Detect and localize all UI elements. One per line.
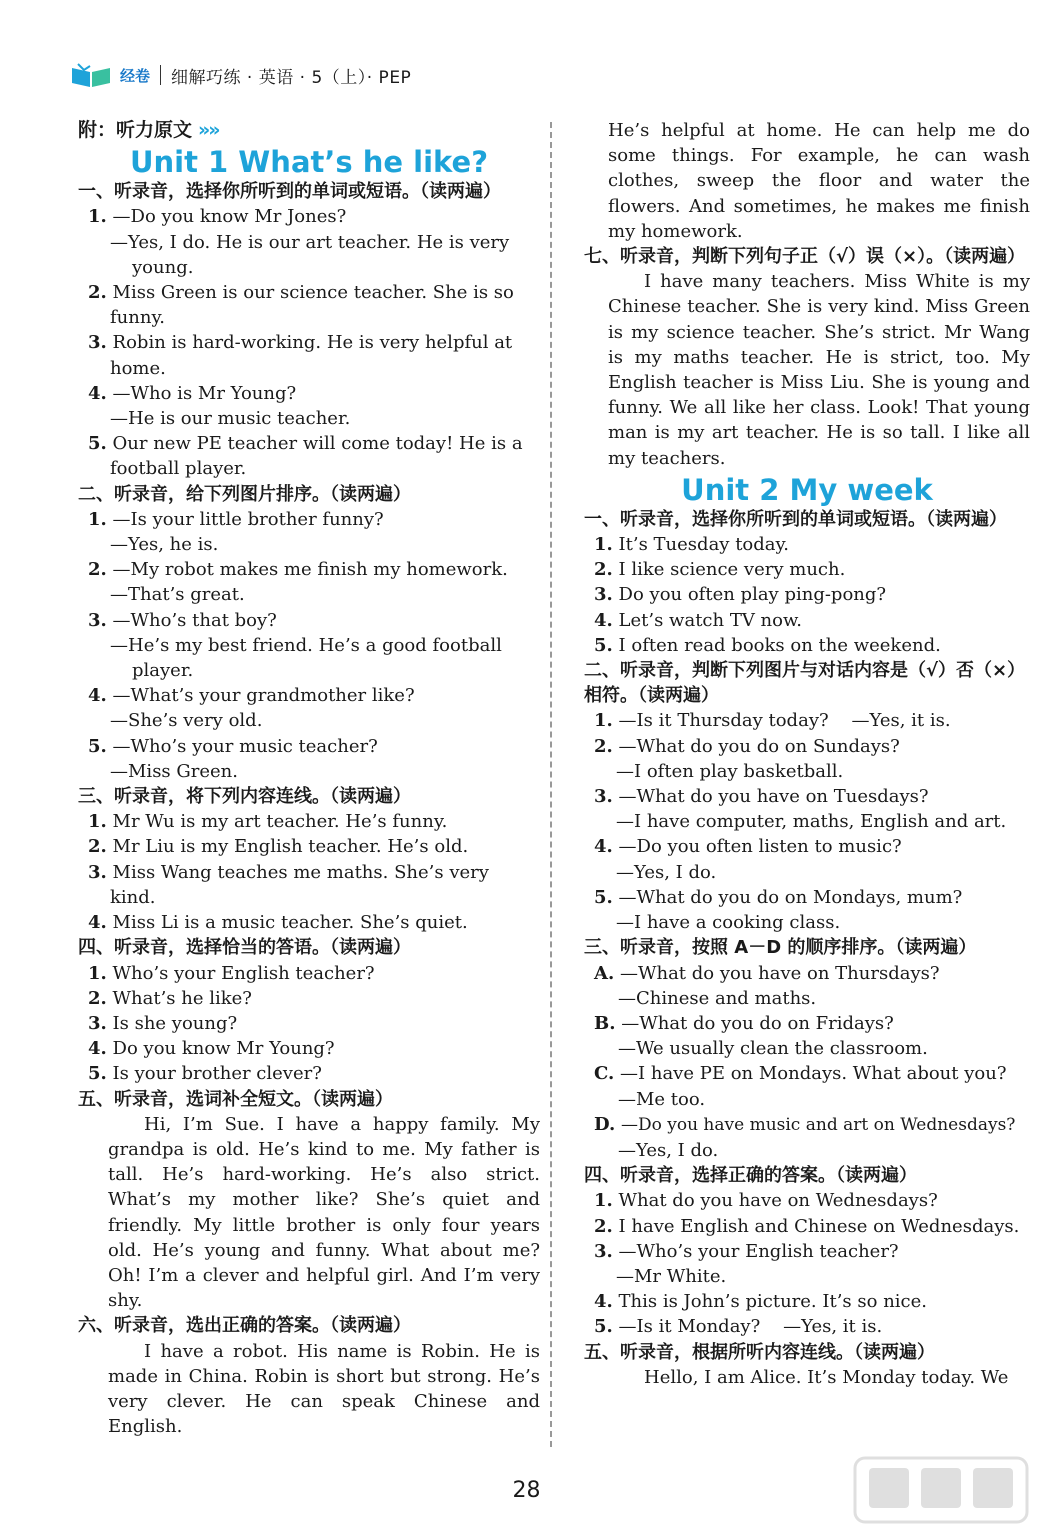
passage-text: Hello, I am Alice. It’s Monday today. We — [644, 1366, 1009, 1388]
list-item: C. —I have PE on Mondays. What about you? — [594, 1063, 1007, 1085]
list-item: 5. —Who’s your music teacher? — [88, 735, 378, 757]
u1-section-3-heading: 三、听录音，将下列内容连线。（读两遍） — [78, 786, 411, 808]
list-item: 5. Our new PE teacher will come today! He is a football player. — [88, 433, 523, 480]
list-item: 3. Miss Wang teaches me maths. She’s very kind. — [88, 861, 489, 908]
list-item: 4. —What’s your grandmother like? — [88, 685, 415, 707]
list-item-line: —Miss Green. — [110, 760, 238, 782]
list-item: D. —Do you have music and art on Wednesdays? — [594, 1113, 1016, 1135]
list-item: 3. Do you often play ping-pong? — [594, 584, 887, 606]
list-item-line: —We usually clean the classroom. — [618, 1038, 928, 1060]
list-item: 5. Is your brother clever? — [88, 1063, 322, 1085]
header-title: 细解巧练 · 英语 · 5（上）· PEP — [171, 67, 412, 88]
u1-section-7-heading: 七、听录音，判断下列句子正（√）误（×）。（读两遍） — [584, 246, 1026, 268]
list-item: 5. I often read books on the weekend. — [594, 634, 941, 656]
passage-text: Hi, I’m Sue. I have a happy family. My grandpa is old. He’s kind to me. My father is tall. He’s hard-working. He’s also strict. What’s my mother like? She’s quiet and friendly. My little brother is only four years old. He’s young and funny. What about me? Oh! I’m a clever and helpful girl. And I’m very shy. — [108, 1113, 540, 1312]
double-arrow-icon: »» — [198, 119, 219, 141]
list-item-line: —Yes, I do. — [616, 861, 717, 883]
page-number: 28 — [512, 1478, 541, 1503]
u2-section-4-heading: 四、听录音，选择正确的答案。（读两遍） — [584, 1165, 917, 1187]
brand-name: 经卷 — [120, 66, 151, 85]
list-item: 1. —Is your little brother funny? — [88, 508, 384, 530]
list-item: 5. —What do you do on Mondays, mum? — [594, 886, 963, 908]
column-divider — [550, 122, 552, 1447]
u1-section-1-heading: 一、听录音，选择你所听到的单词或短语。（读两遍） — [78, 181, 501, 203]
list-item-line: —That’s great. — [110, 584, 245, 606]
u2-section-5-heading: 五、听录音，根据所听内容连线。（读两遍） — [584, 1341, 935, 1363]
list-item-line: —He is our music teacher. — [110, 408, 351, 430]
watermark-logo-icon — [851, 1454, 1031, 1526]
list-item: 4. This is John’s picture. It’s so nice. — [594, 1291, 927, 1313]
u1-section-5-heading: 五、听录音，选词补全短文。（读两遍） — [78, 1088, 393, 1110]
list-item: 1. What do you have on Wednesdays? — [594, 1190, 938, 1212]
u2-section-2-heading: 二、听录音，判断下列图片与对话内容是（√）否（×）相符。（读两遍） — [584, 660, 1026, 707]
left-column — [78, 118, 540, 1439]
u1-section-6-heading: 六、听录音，选出正确的答案。（读两遍） — [78, 1315, 411, 1337]
list-item: 2. I have English and Chinese on Wednesdays. — [594, 1215, 1020, 1237]
unit-2-title: Unit 2 My week — [681, 472, 933, 507]
u2-section-1-heading: 一、听录音，选择你所听到的单词或短语。（读两遍） — [584, 508, 1007, 530]
list-item-line: —I have computer, maths, English and art. — [616, 811, 1007, 833]
list-item: 2. What’s he like? — [88, 987, 252, 1009]
list-item: 1. Mr Wu is my art teacher. He’s funny. — [88, 811, 448, 833]
list-item: 3. —What do you have on Tuesdays? — [594, 786, 929, 808]
list-item: 3. Robin is hard-working. He is very helpful at home. — [88, 332, 513, 379]
list-item: 4. Do you know Mr Young? — [88, 1038, 335, 1060]
list-item: 1. It’s Tuesday today. — [594, 534, 790, 556]
u1-section-2-heading: 二、听录音，给下列图片排序。（读两遍） — [78, 483, 411, 505]
list-item: B. —What do you do on Fridays? — [594, 1012, 894, 1034]
list-item: 3. —Who’s your English teacher? — [594, 1240, 899, 1262]
list-item-line: —He’s my best friend. He’s a good football player. — [110, 634, 502, 682]
book-logo-icon — [70, 62, 112, 88]
u2-section-3-heading: 三、听录音，按照 A－D 的顺序排序。（读两遍） — [584, 937, 977, 959]
page-header — [70, 60, 411, 90]
unit-1-title: Unit 1 What’s he like? — [129, 145, 489, 180]
list-item: 4. Let’s watch TV now. — [594, 609, 802, 631]
appendix-label: 附：听力原文 »» — [78, 119, 219, 141]
list-item: 4. Miss Li is a music teacher. She’s quiet. — [88, 912, 468, 934]
header-divider — [160, 65, 161, 85]
passage-text-continued: He’s helpful at home. He can help me do some things. For example, he can wash clothes, sweep the floor and water the flowers. And sometimes, he makes me finish my homework. — [608, 120, 1030, 242]
list-item-line: —Yes, he is. — [110, 534, 219, 556]
list-item-line: —Yes, I do. He is our art teacher. He is very young. — [110, 231, 510, 278]
list-item-line: —I often play basketball. — [616, 760, 844, 782]
list-item: 2. Miss Green is our science teacher. She is so funny. — [88, 282, 514, 329]
list-item: 3. —Who’s that boy? — [88, 609, 277, 631]
u1-section-4-heading: 四、听录音，选择恰当的答语。（读两遍） — [78, 937, 411, 959]
list-item-line: —I have a cooking class. — [616, 912, 841, 934]
list-item: 1. —Is it Thursday today? —Yes, it is. — [594, 710, 951, 732]
list-item: 4. —Who is Mr Young? — [88, 382, 297, 404]
list-item-line: —Mr White. — [616, 1265, 727, 1287]
list-item-line: —Chinese and maths. — [618, 987, 817, 1009]
list-item: 4. —Do you often listen to music? — [594, 836, 902, 858]
list-item: 2. —What do you do on Sundays? — [594, 735, 900, 757]
list-item-line: —She’s very old. — [110, 710, 263, 732]
list-item: 1. Who’s your English teacher? — [88, 962, 375, 984]
list-item-line: —Me too. — [618, 1088, 706, 1110]
list-item: 2. —My robot makes me finish my homework. — [88, 559, 508, 581]
right-column — [584, 118, 1030, 1390]
list-item: 3. Is she young? — [88, 1012, 238, 1034]
list-item: A. —What do you have on Thursdays? — [594, 962, 940, 984]
list-item-line: —Yes, I do. — [618, 1139, 719, 1161]
passage-text: I have a robot. His name is Robin. He is made in China. Robin is short but strong. He’s very clever. He can speak Chinese and English. — [108, 1340, 540, 1438]
passage-text: I have many teachers. Miss White is my Chinese teacher. She is very kind. Miss Green is my science teacher. She’s strict. Mr Wang is my maths teacher. He is strict, too. My English teacher is Miss Liu. She is young and funny. We all like her class. Look! That young man is my art teacher. He is so tall. I like all my teachers. — [608, 271, 1030, 469]
list-item: 1. —Do you know Mr Jones? — [88, 206, 347, 228]
list-item: 2. I like science very much. — [594, 559, 846, 581]
list-item: 5. —Is it Monday? —Yes, it is. — [594, 1316, 883, 1338]
list-item: 2. Mr Liu is my English teacher. He’s old. — [88, 836, 469, 858]
